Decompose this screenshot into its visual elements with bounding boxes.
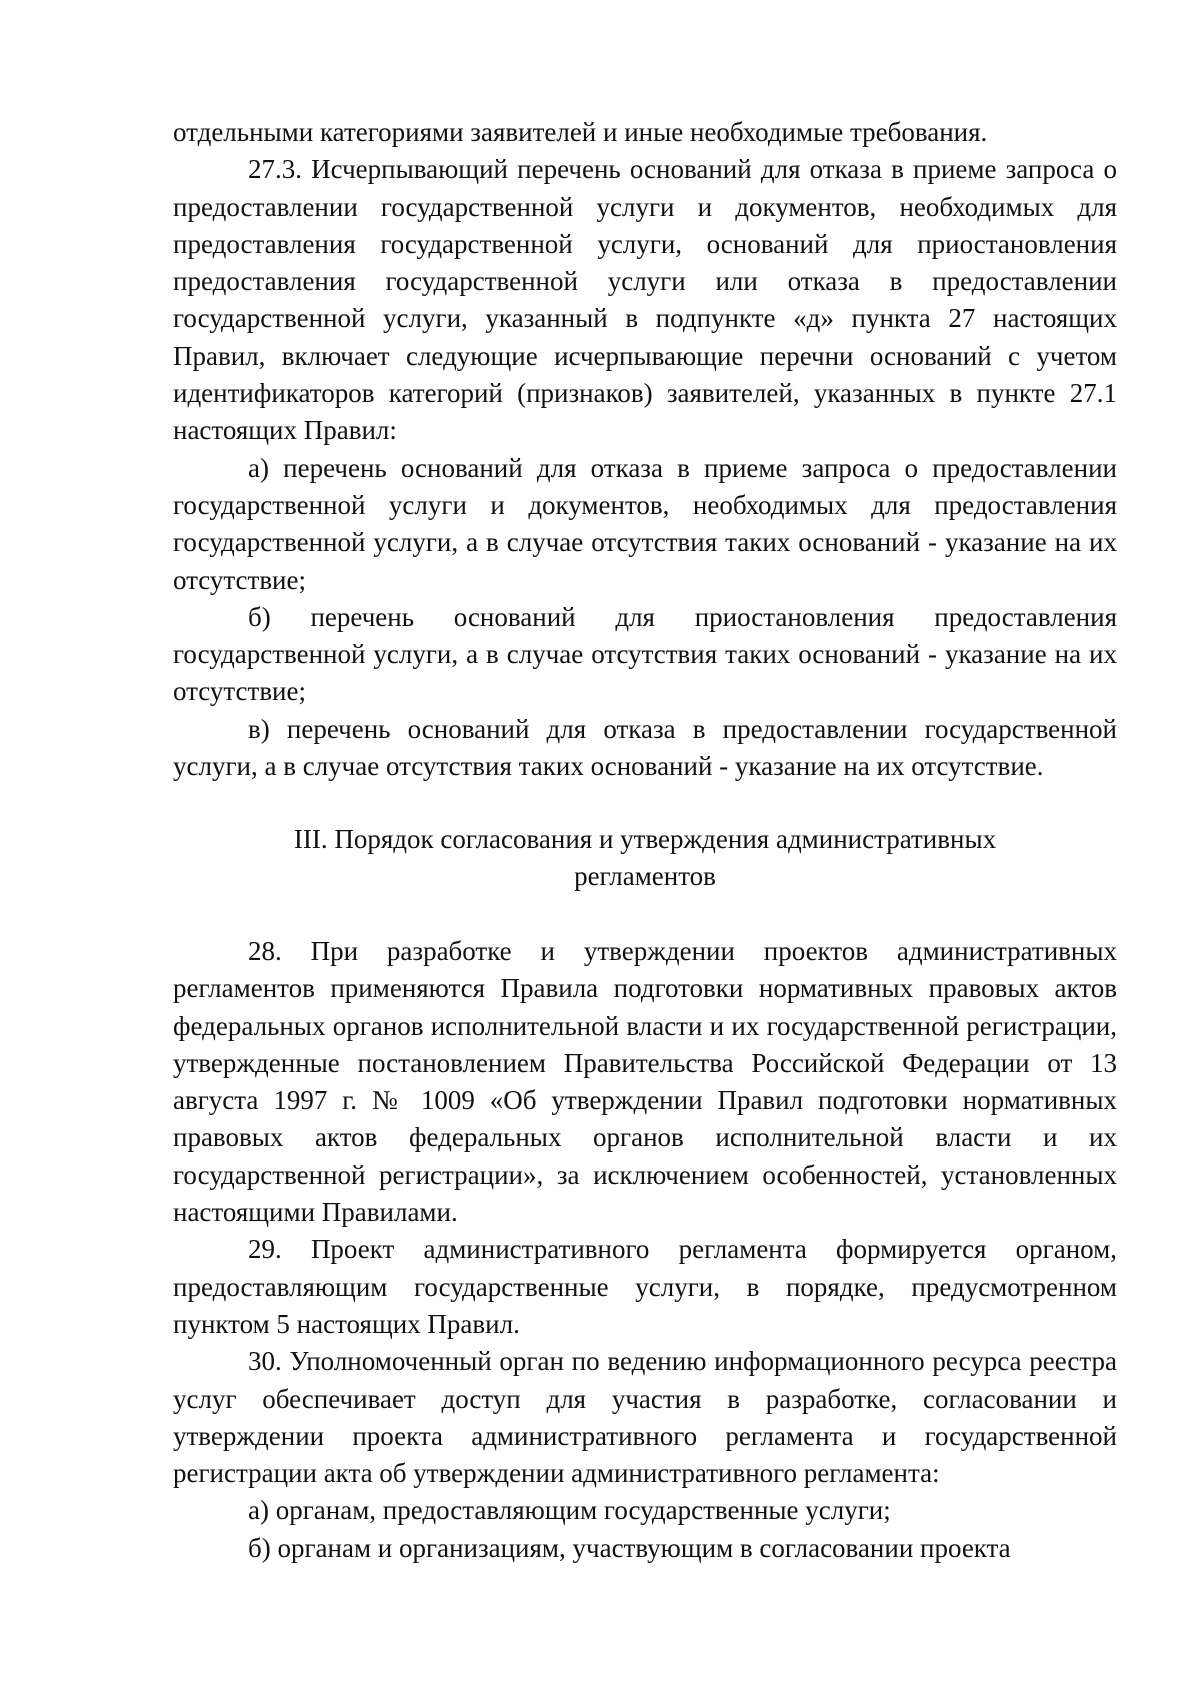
paragraph-27-3: 27.3. Исчерпывающий перечень оснований для отказа в приеме запроса о предоставлении государственной услуги и документов, необходимых для предоставления государственной услуги, оснований для приостановления предоставления государственной услуги или отказа в предоставлении государственной услуги, указанный в подпункте «д» пункта 27 настоящих Правил, включает следующие исчерпывающие перечни оснований с учетом идентификаторов категорий (признаков) заявителей, указанных в пункте 27.1 настоящих Правил:	[173, 154, 1117, 446]
paragraph-30: 30. Уполномоченный орган по ведению информационного ресурса реестра услуг обеспечивает доступ для участия в разработке, согласовании и утверждении проекта административного регламента и государственной регистрации акта об утверждении административного регламента:	[173, 1346, 1117, 1489]
list-item-v: в) перечень оснований для отказа в предоставлении государственной услуги, а в случае отсутствия таких оснований - указание на их отсутствие.	[173, 713, 1117, 782]
paragraph-28: 28. При разработке и утверждении проектов административных регламентов применяются Правила подготовки нормативных правовых актов федеральных органов исполнительной власти и их государственной регистрации, утвержденные постановлением Правительства Российской Федерации от 13 августа 1997 г. № 1009 «Об утверждении Правил подготовки нормативных правовых актов федеральных органов исполнительной власти и их государственной регистрации», за исключением особенностей, установленных настоящими Правилами.	[173, 936, 1117, 1228]
paragraph-29: 29. Проект административного регламента формируется органом, предоставляющим государственные услуги, в порядке, предусмотренном пунктом 5 настоящих Правил.	[173, 1234, 1117, 1339]
section-heading	[173, 821, 1117, 896]
section-heading-line-1: III. Порядок согласования и утверждения административных	[293, 824, 997, 854]
section-heading-line-2: регламентов	[574, 861, 716, 892]
list-item-b: б) перечень оснований для приостановления предоставления государственной услуги, а в случае отсутствия таких оснований - указание на их отсутствие;	[173, 601, 1117, 707]
document-body-top	[173, 114, 1117, 785]
document-body-bottom	[173, 933, 1117, 1567]
list-item-a-bottom: а) органам, предоставляющим государственные услуги;	[248, 1495, 891, 1526]
list-item-b-bottom: б) органам и организациям, участвующим в согласовании проекта	[248, 1532, 1011, 1563]
list-item-a: а) перечень оснований для отказа в приеме запроса о предоставлении государственной услуги и документов, необходимых для предоставления государственной услуги, а в случае отсутствия таких оснований - указание на их отсутствие;	[173, 452, 1117, 595]
paragraph-continuation: отдельными категориями заявителей и иные необходимые требования.	[173, 117, 988, 147]
